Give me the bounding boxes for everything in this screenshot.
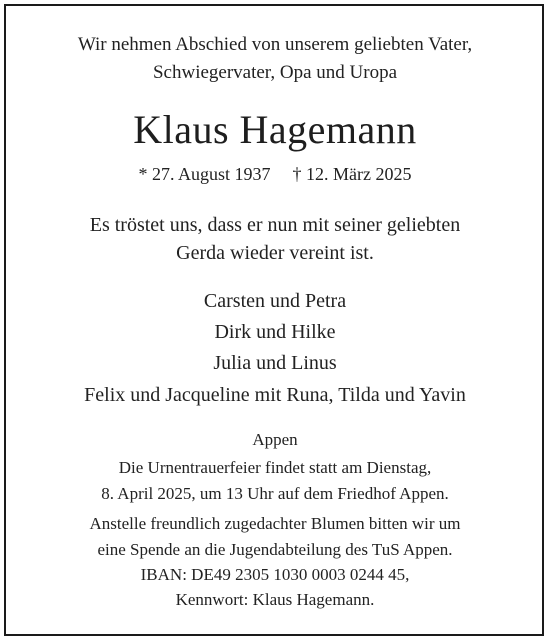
family-member: Carsten und Petra [203,290,347,312]
intro-line-1: Wir nehmen Abschied von unserem geliebten Vater, [77,34,473,55]
donation-line-1: Anstelle freundlich zugedachter Blumen bitten wir um [89,514,461,533]
keyword-line: Kennwort: Klaus Hagemann. [175,590,375,609]
quote-line-2: Gerda wieder vereint ist. [176,242,374,264]
quote-line-1: Es tröstet uns, dass er nun mit seiner geliebten [89,214,461,236]
donation-line-2: eine Spende an die Jugendabteilung des TuS Appen. [97,540,453,559]
deceased-name: Klaus Hagemann [133,107,417,152]
iban-line: IBAN: DE49 2305 1030 0003 0244 45, [140,565,410,584]
family-member: Julia und Linus [213,352,337,374]
ceremony-line-1: Die Urnentrauerfeier findet statt am Dienstag, [118,458,432,477]
family-member: Dirk und Hilke [214,321,336,343]
life-dates [0,164,550,185]
intro-line-2: Schwiegervater, Opa und Uropa [152,62,398,83]
ceremony-line-2: 8. April 2025, um 13 Uhr auf dem Friedhof Appen. [101,484,449,503]
place: Appen [252,430,298,449]
family-member: Felix und Jacqueline mit Runa, Tilda und Yavin [84,384,466,406]
birth-date: * 27. August 1937 [138,164,271,184]
death-date: † 12. März 2025 [292,164,412,184]
